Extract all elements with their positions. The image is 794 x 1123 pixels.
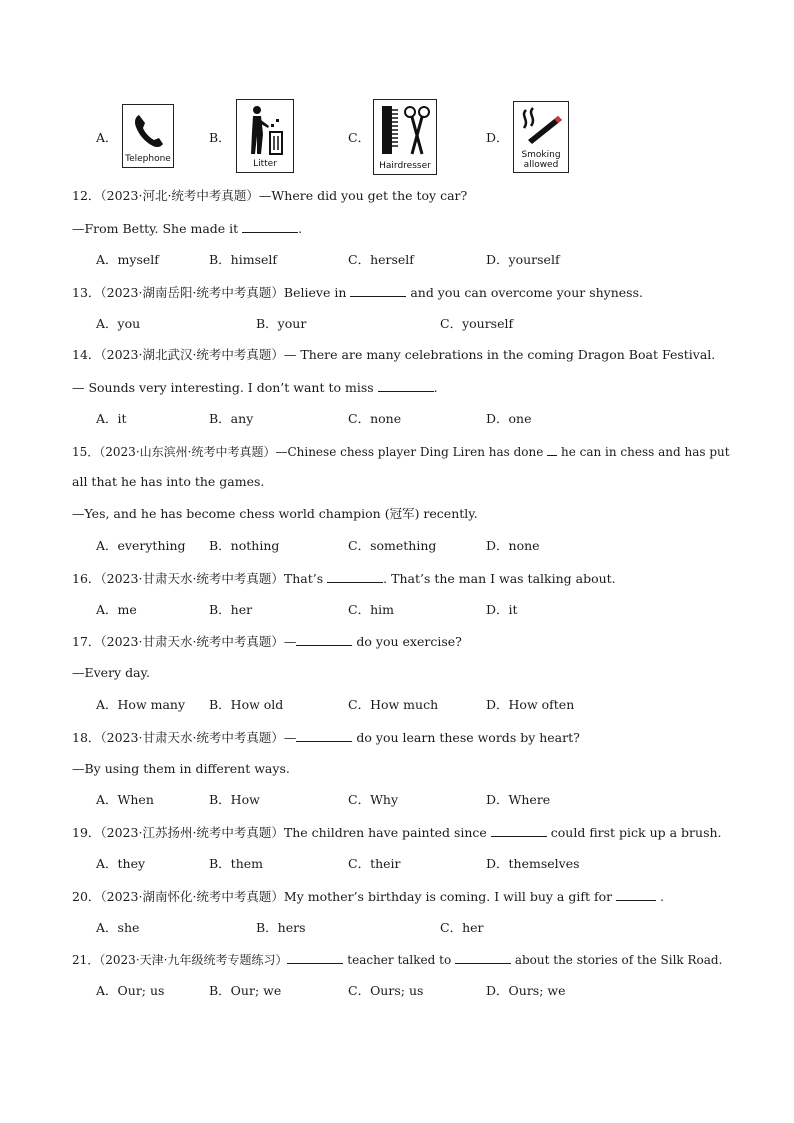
option[interactable]: D．yourself [486, 252, 560, 267]
question-13-stem: 13．（2023·湖南岳阳·统考中考真题）Believe in and you can overcome your shyness. [72, 285, 643, 300]
option[interactable]: C．her [440, 920, 484, 935]
question-17-line2: —Every day. [72, 665, 150, 680]
option[interactable]: C．Ours; us [348, 983, 424, 998]
litter-sign [236, 99, 294, 173]
option[interactable]: D．one [486, 411, 532, 426]
option[interactable]: A．How many [96, 697, 186, 712]
answer-blank[interactable] [616, 888, 656, 901]
answer-blank[interactable] [547, 443, 557, 456]
option[interactable]: D．Where [486, 792, 551, 807]
option[interactable]: D．How often [486, 697, 575, 712]
option[interactable]: A．it [96, 411, 127, 426]
option[interactable]: C．How much [348, 697, 439, 712]
smoking-icon [514, 104, 567, 148]
option[interactable]: D．Ours; we [486, 983, 566, 998]
answer-blank[interactable] [242, 220, 298, 233]
option[interactable]: B．Our; we [209, 983, 282, 998]
option[interactable]: B．himself [209, 252, 278, 267]
question-17-stem: 17．（2023·甘肃天水·统考中考真题）— do you exercise? [72, 634, 462, 649]
option[interactable]: A．everything [96, 538, 186, 553]
option[interactable]: C．yourself [440, 316, 514, 331]
telephone-sign [122, 104, 174, 168]
answer-blank[interactable] [350, 284, 406, 297]
question-14-line2: — Sounds very interesting. I don’t want to miss . [72, 380, 438, 395]
question-14-stem: 14．（2023·湖北武汉·统考中考真题）— There are many celebrations in the coming Dragon Boat Festival. [72, 347, 716, 362]
litter-icon [237, 102, 292, 158]
option[interactable]: A．myself [96, 252, 159, 267]
hairdresser-icon [374, 102, 435, 160]
option-letter: C． [348, 130, 371, 145]
question-15-line2: all that he has into the games. [72, 474, 265, 489]
answer-blank[interactable] [491, 824, 547, 837]
option[interactable]: B．them [209, 856, 264, 871]
question-18-stem: 18．（2023·甘肃天水·统考中考真题）— do you learn these words by heart? [72, 730, 580, 745]
sign-caption [514, 150, 568, 170]
sign-caption-line: Smoking [521, 150, 561, 160]
option[interactable]: B．How old [209, 697, 284, 712]
sign-caption: Hairdresser [379, 161, 431, 171]
answer-blank[interactable] [296, 633, 352, 646]
question-16-stem: 16．（2023·甘肃天水·统考中考真题）That’s . That’s the man I was talking about. [72, 571, 616, 586]
option[interactable]: B．any [209, 411, 254, 426]
option[interactable]: D．themselves [486, 856, 580, 871]
option[interactable]: D．it [486, 602, 518, 617]
question-15-line3: —Yes, and he has become chess world champion (冠军) recently. [72, 506, 478, 521]
option[interactable]: A．you [96, 316, 141, 331]
option[interactable]: C．Why [348, 792, 399, 807]
telephone-icon [123, 107, 172, 155]
option[interactable]: B．nothing [209, 538, 280, 553]
option[interactable]: A．she [96, 920, 140, 935]
question-21-stem: 21．（2023·天津·九年级统考专题练习） teacher talked to about the stories of the Silk Road. [72, 953, 723, 967]
smoking-allowed-sign [513, 101, 569, 173]
option[interactable]: B．her [209, 602, 253, 617]
option[interactable]: B．hers [256, 920, 306, 935]
question-12-stem: 12．（2023·河北·统考中考真题）—Where did you get the toy car? [72, 188, 468, 203]
question-18-line2: —By using them in different ways. [72, 761, 290, 776]
question-15-stem: 15．（2023·山东滨州·统考中考真题）—Chinese chess player Ding Liren has done he can in chess and has put [72, 445, 730, 459]
option-letter: B． [209, 130, 231, 145]
hairdresser-sign [373, 99, 437, 175]
option[interactable]: C．him [348, 602, 394, 617]
option-letter: D． [486, 130, 509, 145]
option[interactable]: B．How [209, 792, 260, 807]
sign-caption: Telephone [125, 154, 171, 164]
sign-caption-line: allowed [523, 160, 559, 170]
option[interactable]: C．something [348, 538, 437, 553]
option[interactable]: D．none [486, 538, 540, 553]
question-20-stem: 20．（2023·湖南怀化·统考中考真题）My mother’s birthday is coming. I will buy a gift for . [72, 889, 665, 904]
option[interactable]: B．your [256, 316, 307, 331]
answer-blank[interactable] [378, 379, 434, 392]
answer-blank[interactable] [287, 951, 343, 964]
answer-blank[interactable] [296, 729, 352, 742]
answer-blank[interactable] [327, 570, 383, 583]
question-19-stem: 19．（2023·江苏扬州·统考中考真题）The children have painted since could first pick up a brush. [72, 825, 722, 840]
option[interactable]: C．herself [348, 252, 414, 267]
option[interactable]: C．none [348, 411, 402, 426]
option[interactable]: A．they [96, 856, 146, 871]
option[interactable]: A．When [96, 792, 154, 807]
answer-blank[interactable] [455, 951, 511, 964]
option[interactable]: A．me [96, 602, 137, 617]
option-letter: A． [96, 130, 118, 145]
question-12-line2: —From Betty. She made it . [72, 221, 303, 236]
sign-caption: Litter [253, 159, 277, 169]
option[interactable]: C．their [348, 856, 401, 871]
option[interactable]: A．Our; us [96, 983, 165, 998]
